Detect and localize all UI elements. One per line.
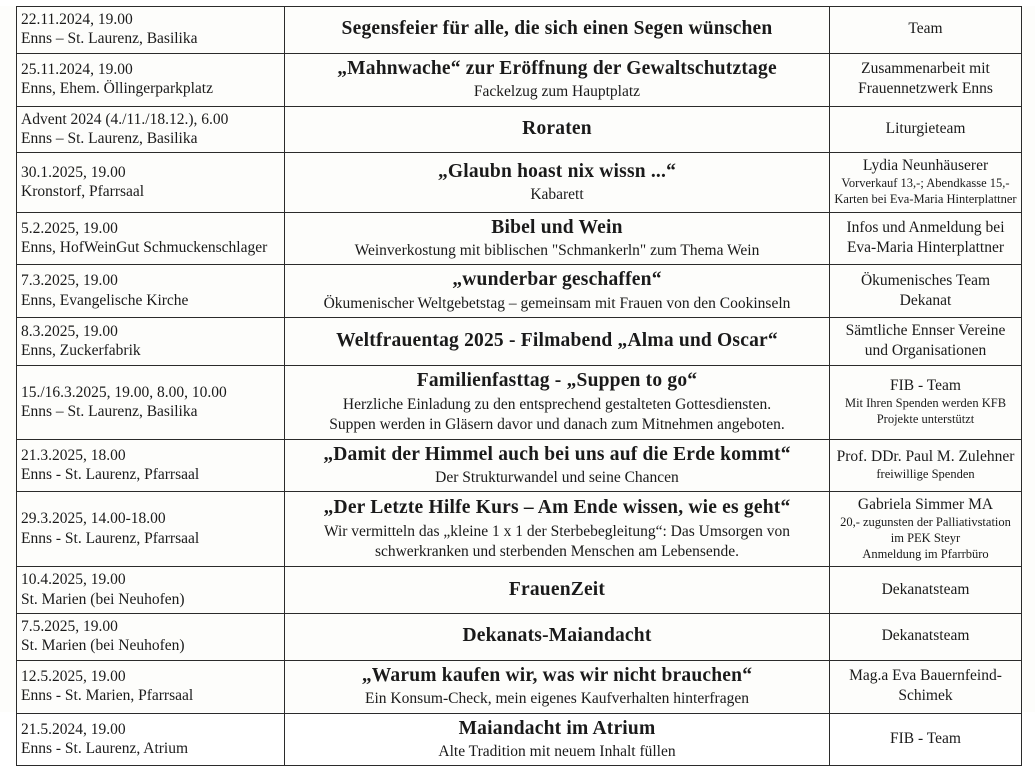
organizer-line: Liturgieteam [885, 119, 966, 137]
event-subtitle: Kabarett [530, 185, 584, 203]
organizer-line: Dekanatsteam [881, 580, 970, 598]
event-when-cell [17, 7, 285, 54]
organizer-line: Dekanatsteam [881, 627, 970, 645]
organizer-line: Prof. DDr. Paul M. Zulehner [836, 448, 1015, 466]
event-description-cell [285, 318, 830, 366]
event-date: 7.3.2025, 19.00 [21, 272, 118, 290]
event-date: 7.5.2025, 19.00 [21, 618, 118, 636]
event-place: Enns - St. Laurenz, Pfarrsaal [21, 529, 200, 547]
event-organizer-cell [830, 614, 1022, 661]
event-title: FrauenZeit [508, 578, 606, 600]
event-title: Segensfeier für alle, die sich einen Segen wünschen [341, 18, 773, 40]
event-date: 29.3.2025, 14.00-18.00 [21, 510, 166, 528]
event-place: Enns, Zuckerfabrik [21, 342, 141, 360]
event-date: Advent 2024 (4./11./18.12.), 6.00 [21, 110, 229, 128]
table-row [17, 53, 1022, 106]
organizer-line: Ökumenisches Team [860, 271, 991, 289]
event-description-cell [285, 567, 830, 614]
event-subtitle: Ökumenischer Weltgebetstag – gemeinsam mit Frauen von den Cookinseln [323, 294, 791, 312]
table-row [17, 265, 1022, 318]
organizer-note: Mit Ihren Spenden werden KFB [844, 396, 1007, 411]
organizer-line: Eva-Maria Hinterplattner [846, 239, 1005, 257]
event-when-cell [17, 660, 285, 713]
event-place: Enns, HofWeinGut Schmuckenschlager [21, 239, 268, 257]
event-schedule-table [16, 6, 1022, 766]
event-place: Enns, Ehem. Öllingerparkplatz [21, 80, 213, 98]
event-description-cell [285, 439, 830, 492]
event-organizer-cell [830, 492, 1022, 567]
event-title: „Glaubn hoast nix wissn ...“ [437, 160, 677, 182]
event-subtitle: Fackelzug zum Hauptplatz [473, 83, 641, 101]
event-description-cell [285, 660, 830, 713]
event-date: 21.5.2024, 19.00 [21, 720, 126, 738]
event-when-cell [17, 212, 285, 265]
event-date: 15./16.3.2025, 19.00, 8.00, 10.00 [21, 383, 227, 401]
table-row [17, 7, 1022, 54]
table-row [17, 439, 1022, 492]
event-title: Bibel und Wein [491, 216, 623, 238]
organizer-note: Vorverkauf 13,-; Abendkasse 15,- [841, 176, 1010, 191]
event-place: Enns - St. Laurenz, Atrium [21, 739, 189, 757]
organizer-line: FIB - Team [890, 377, 961, 395]
organizer-line: Mag.a Eva Bauernfeind- [849, 667, 1002, 685]
event-organizer-cell [830, 713, 1022, 766]
event-date: 10.4.2025, 19.00 [21, 571, 126, 589]
organizer-line: Infos und Anmeldung bei [846, 218, 1005, 236]
event-organizer-cell [830, 53, 1022, 106]
event-title: Familienfasttag - „Suppen to go“ [416, 370, 698, 392]
table-row [17, 660, 1022, 713]
event-when-cell [17, 366, 285, 439]
event-title: „Damit der Himmel auch bei uns auf die Erde kommt“ [323, 443, 791, 465]
event-description-cell [285, 212, 830, 265]
event-description-cell [285, 153, 830, 212]
event-place: Enns - St. Laurenz, Pfarrsaal [21, 465, 200, 483]
event-when-cell [17, 265, 285, 318]
event-place: Enns – St. Laurenz, Basilika [21, 129, 198, 147]
event-place: Enns – St. Laurenz, Basilika [21, 30, 198, 48]
event-title: „Mahnwache“ zur Eröffnung der Gewaltschutztage [337, 57, 777, 79]
event-organizer-cell [830, 7, 1022, 54]
event-title: Weltfrauentag 2025 - Filmabend „Alma und Oscar“ [336, 330, 778, 352]
event-organizer-cell [830, 567, 1022, 614]
organizer-note: im PEK Steyr [890, 531, 961, 546]
event-place: Enns, Evangelische Kirche [21, 291, 189, 309]
event-place: St. Marien (bei Neuhofen) [21, 637, 185, 655]
table-row [17, 212, 1022, 265]
event-description-cell [285, 106, 830, 153]
organizer-line: Zusammenarbeit mit [861, 59, 990, 77]
event-subtitle: Herzliche Einladung zu den entsprechend gestalteten Gottesdiensten. [342, 395, 772, 413]
event-title: „Der Letzte Hilfe Kurs – Am Ende wissen, wie es geht“ [323, 497, 791, 519]
event-title: Maiandacht im Atrium [458, 717, 656, 739]
organizer-note: 20,- zugunsten der Palliativstation [840, 515, 1011, 530]
event-description-cell [285, 53, 830, 106]
organizer-note: Anmeldung im Pfarrbüro [862, 546, 989, 561]
organizer-note: Projekte unterstützt [876, 412, 975, 427]
event-date: 21.3.2025, 18.00 [21, 446, 126, 464]
table-row [17, 106, 1022, 153]
event-when-cell [17, 106, 285, 153]
event-title: Roraten [522, 117, 592, 139]
event-organizer-cell [830, 439, 1022, 492]
event-date: 8.3.2025, 19.00 [21, 322, 118, 340]
event-title: Dekanats-Maiandacht [462, 625, 652, 647]
event-date: 30.1.2025, 19.00 [21, 163, 126, 181]
event-subtitle: Ein Konsum-Check, mein eigenes Kaufverhalten hinterfragen [365, 690, 749, 708]
organizer-line: Dekanat [899, 291, 952, 309]
table-row [17, 567, 1022, 614]
table-row [17, 366, 1022, 439]
event-date: 22.11.2024, 19.00 [21, 11, 133, 28]
event-date: 12.5.2025, 19.00 [21, 667, 126, 685]
event-when-cell [17, 492, 285, 567]
event-organizer-cell [830, 265, 1022, 318]
table-body [17, 7, 1022, 766]
table-row [17, 153, 1022, 212]
event-subtitle: Der Strukturwandel und seine Chancen [435, 468, 679, 486]
organizer-line: FIB - Team [890, 729, 961, 747]
organizer-note: freiwillige Spenden [876, 467, 975, 482]
event-subtitle: Weinverkostung mit biblischen "Schmankerln" zum Thema Wein [354, 242, 760, 260]
event-subtitle: Suppen werden in Gläsern davor und danach zum Mitnehmen angeboten. [329, 416, 785, 434]
event-description-cell [285, 713, 830, 766]
event-place: Enns - St. Marien, Pfarrsaal [21, 687, 194, 705]
event-title: „Warum kaufen wir, was wir nicht brauchen“ [361, 664, 753, 686]
organizer-line: Sämtliche Ennser Vereine [845, 322, 1006, 340]
event-description-cell [285, 366, 830, 439]
organizer-line: und Organisationen [864, 342, 987, 360]
organizer-line: Schimek [898, 687, 953, 705]
event-organizer-cell [830, 153, 1022, 212]
organizer-line: Frauennetzwerk Enns [858, 80, 993, 98]
event-organizer-cell [830, 366, 1022, 439]
organizer-line: Gabriela Simmer MA [857, 496, 994, 514]
event-description-cell [285, 265, 830, 318]
event-when-cell [17, 439, 285, 492]
event-place: Kronstorf, Pfarrsaal [21, 182, 145, 200]
event-place: St. Marien (bei Neuhofen) [21, 590, 185, 608]
event-when-cell [17, 713, 285, 766]
event-when-cell [17, 153, 285, 212]
event-organizer-cell [830, 106, 1022, 153]
document-page [0, 6, 1035, 760]
event-organizer-cell [830, 660, 1022, 713]
event-date: 25.11.2024, 19.00 [21, 60, 133, 78]
event-title: „wunderbar geschaffen“ [452, 269, 662, 291]
event-date: 5.2.2025, 19.00 [21, 219, 118, 237]
table-row [17, 318, 1022, 366]
event-when-cell [17, 53, 285, 106]
event-when-cell [17, 567, 285, 614]
table-row [17, 713, 1022, 766]
table-row [17, 492, 1022, 567]
event-when-cell [17, 614, 285, 661]
event-when-cell [17, 318, 285, 366]
event-organizer-cell [830, 212, 1022, 265]
event-subtitle: schwerkranken und sterbenden Menschen am Lebensende. [374, 542, 740, 560]
event-description-cell [285, 492, 830, 567]
event-place: Enns – St. Laurenz, Basilika [21, 402, 198, 420]
event-organizer-cell [830, 318, 1022, 366]
organizer-note: Karten bei Eva-Maria Hinterplattner [834, 192, 1017, 207]
event-subtitle: Alte Tradition mit neuem Inhalt füllen [438, 742, 676, 760]
event-description-cell [285, 7, 830, 54]
organizer-line: Lydia Neunhäuserer [862, 157, 989, 175]
event-description-cell [285, 614, 830, 661]
event-subtitle: Wir vermitteln das „kleine 1 x 1 der Sterbebegleitung“: Das Umsorgen von [323, 522, 791, 540]
table-row [17, 614, 1022, 661]
organizer-line: Team [908, 20, 943, 38]
